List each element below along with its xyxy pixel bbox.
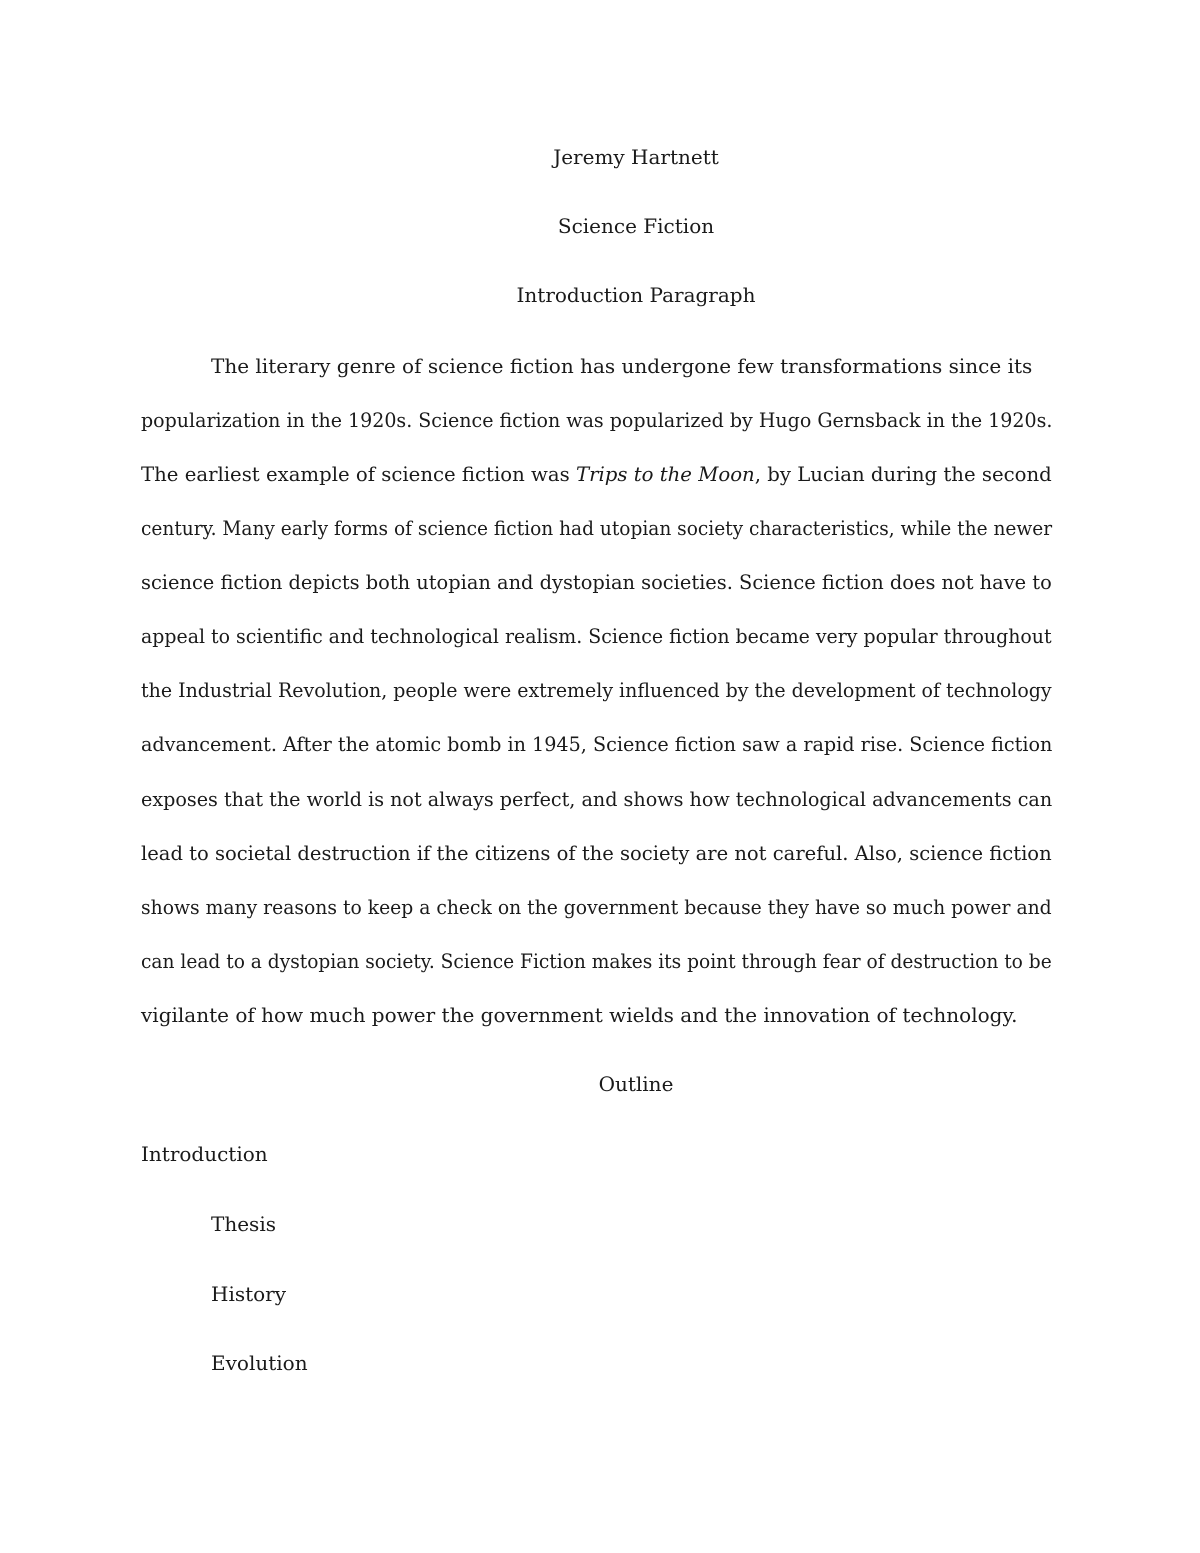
outline-subitem: History bbox=[211, 1282, 287, 1306]
paragraph-line: popularization in the 1920s. Science fiction was popularized by Hugo Gernsback in the 1920s. bbox=[141, 408, 1053, 432]
paragraph-line: The literary genre of science fiction has undergone few transformations since its bbox=[211, 354, 1033, 378]
paragraph-text: The earliest example of science fiction was bbox=[141, 462, 576, 486]
outline-subitem: Thesis bbox=[211, 1212, 276, 1236]
outline-item-introduction: Introduction bbox=[141, 1142, 268, 1166]
book-title: Trips to the Moon bbox=[575, 462, 755, 486]
author-name: Jeremy Hartnett bbox=[553, 145, 719, 169]
paragraph-line: lead to societal destruction if the citizens of the society are not careful. Also, science fiction bbox=[141, 841, 1052, 865]
paragraph-line: appeal to scientific and technological realism. Science fiction became very popular throughout bbox=[141, 624, 1052, 648]
outline-subitem: Evolution bbox=[211, 1351, 308, 1375]
paragraph-text: , by Lucian during the second bbox=[754, 462, 1052, 486]
paragraph-line: can lead to a dystopian society. Science Fiction makes its point through fear of destruction to be bbox=[141, 949, 1052, 973]
course-title: Science Fiction bbox=[557, 214, 715, 238]
paragraph-line: advancement. After the atomic bomb in 1945, Science fiction saw a rapid rise. Science fiction bbox=[141, 732, 1053, 756]
paragraph-line: the Industrial Revolution, people were extremely influenced by the development of technology bbox=[141, 678, 1052, 702]
paragraph-line: exposes that the world is not always perfect, and shows how technological advancements can bbox=[141, 787, 1053, 811]
paragraph-line: vigilante of how much power the government wields and the innovation of technology. bbox=[141, 1003, 1018, 1027]
section-title: Introduction Paragraph bbox=[516, 283, 756, 307]
paragraph-line bbox=[141, 462, 1052, 486]
paragraph-line: science fiction depicts both utopian and dystopian societies. Science fiction does not have to bbox=[141, 570, 1052, 594]
paragraph-line: shows many reasons to keep a check on the government because they have so much power and bbox=[141, 895, 1052, 919]
paragraph-line: century. Many early forms of science fiction had utopian society characteristics, while the newer bbox=[141, 516, 1053, 540]
outline-heading: Outline bbox=[598, 1072, 674, 1096]
